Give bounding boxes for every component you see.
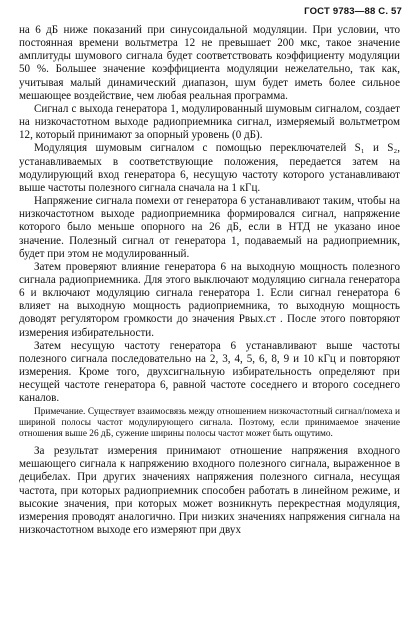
paragraph-continuation: на 6 дБ ниже показаний при синусоидальной модуляции. При условии, что постоянная времени вольтметра 12 не превышает 200 мкс, такое значение амплитуды шумового сигнала будет соответствовать коэффициенту модуляции 50 %. Большее значение коэффициента модуляции нежелательно, так как, учитывая малый динамический диапазон, шум будет иметь более сильное мешающее воздействие, чем любая реальная программа. bbox=[19, 24, 400, 102]
paragraph: Затем проверяют влияние генератора 6 на выходную мощность полезного сигнала радиоприемника. Для этого выключают модуляцию сигнала генератора 6 и включают модуляцию сигнала генератора 1. Если сигнал генератора 6 влияет на выходную мощность радиоприемника, то выходную мощность доводят регулятором громкости до значения Pвых.ст . После этого повторяют измерения избирательности. bbox=[19, 260, 400, 339]
paragraph: Модуляция шумовым сигналом с помощью переключателей S₁ и S₂, устанавливаемых в соответствующие положения, передается затем на модулирующий вход генератора 6, несущую частоту которого устанавливают выше частоты полезного сигнала сначала на 1 кГц. bbox=[19, 142, 400, 194]
paragraph: Напряжение сигнала помехи от генератора 6 устанавливают таким, чтобы на низкочастотном выходе радиоприемника формировался сигнал, напряжение которого было меньше опорного на 26 дБ, если в НТД не указано иное значение. Полезный сигнал от генератора 1, подаваемый на радиоприемник, будет при этом не модулированный. bbox=[19, 195, 400, 260]
paragraph: Затем несущую частоту генератора 6 устанавливают выше частоты полезного сигнала последовательно на 2, 3, 4, 5, 6, 8, 9 и 10 кГц и повторяют измерения. Кроме того, двухсигнальную избирательность определяют при несущей частоте генератора 6, равной частоте соседнего и второго соседнего каналов. bbox=[19, 339, 400, 405]
paragraph: За результат измерения принимают отношение напряжения входного мешающего сигнала к напряжению входного полезного сигнала, выраженное в децибелах. При других значениях напряжения полезного сигнала, несущая частота, при которых радиоприемник способен работать в линейном режиме, и высокие значения, при которых может возникнуть перекрестная модуляция, измерения проводят аналогично. При низких значениях напряжения сигнала на низкочастотном выходе его измеряют при двух bbox=[19, 445, 400, 537]
page-header: ГОСТ 9783—88 С. 57 bbox=[304, 6, 402, 17]
body-text bbox=[19, 24, 400, 537]
paragraph: Сигнал с выхода генератора 1, модулированный шумовым сигналом, создает на низкочастотном выходе радиоприемника сигнал, измеряемый вольтметром 12, который принимают за опорный уровень (0 дБ). bbox=[19, 102, 400, 142]
note-paragraph: Примечание. Существует взаимосвязь между отношением низкочастотный сигнал/помеха и шириной полосы частот модулирующего сигнала. Поэтому, если принимаемое значение отношения выше 26 дБ, сужение ширины полосы частот может быть ощутимо. bbox=[19, 406, 400, 439]
